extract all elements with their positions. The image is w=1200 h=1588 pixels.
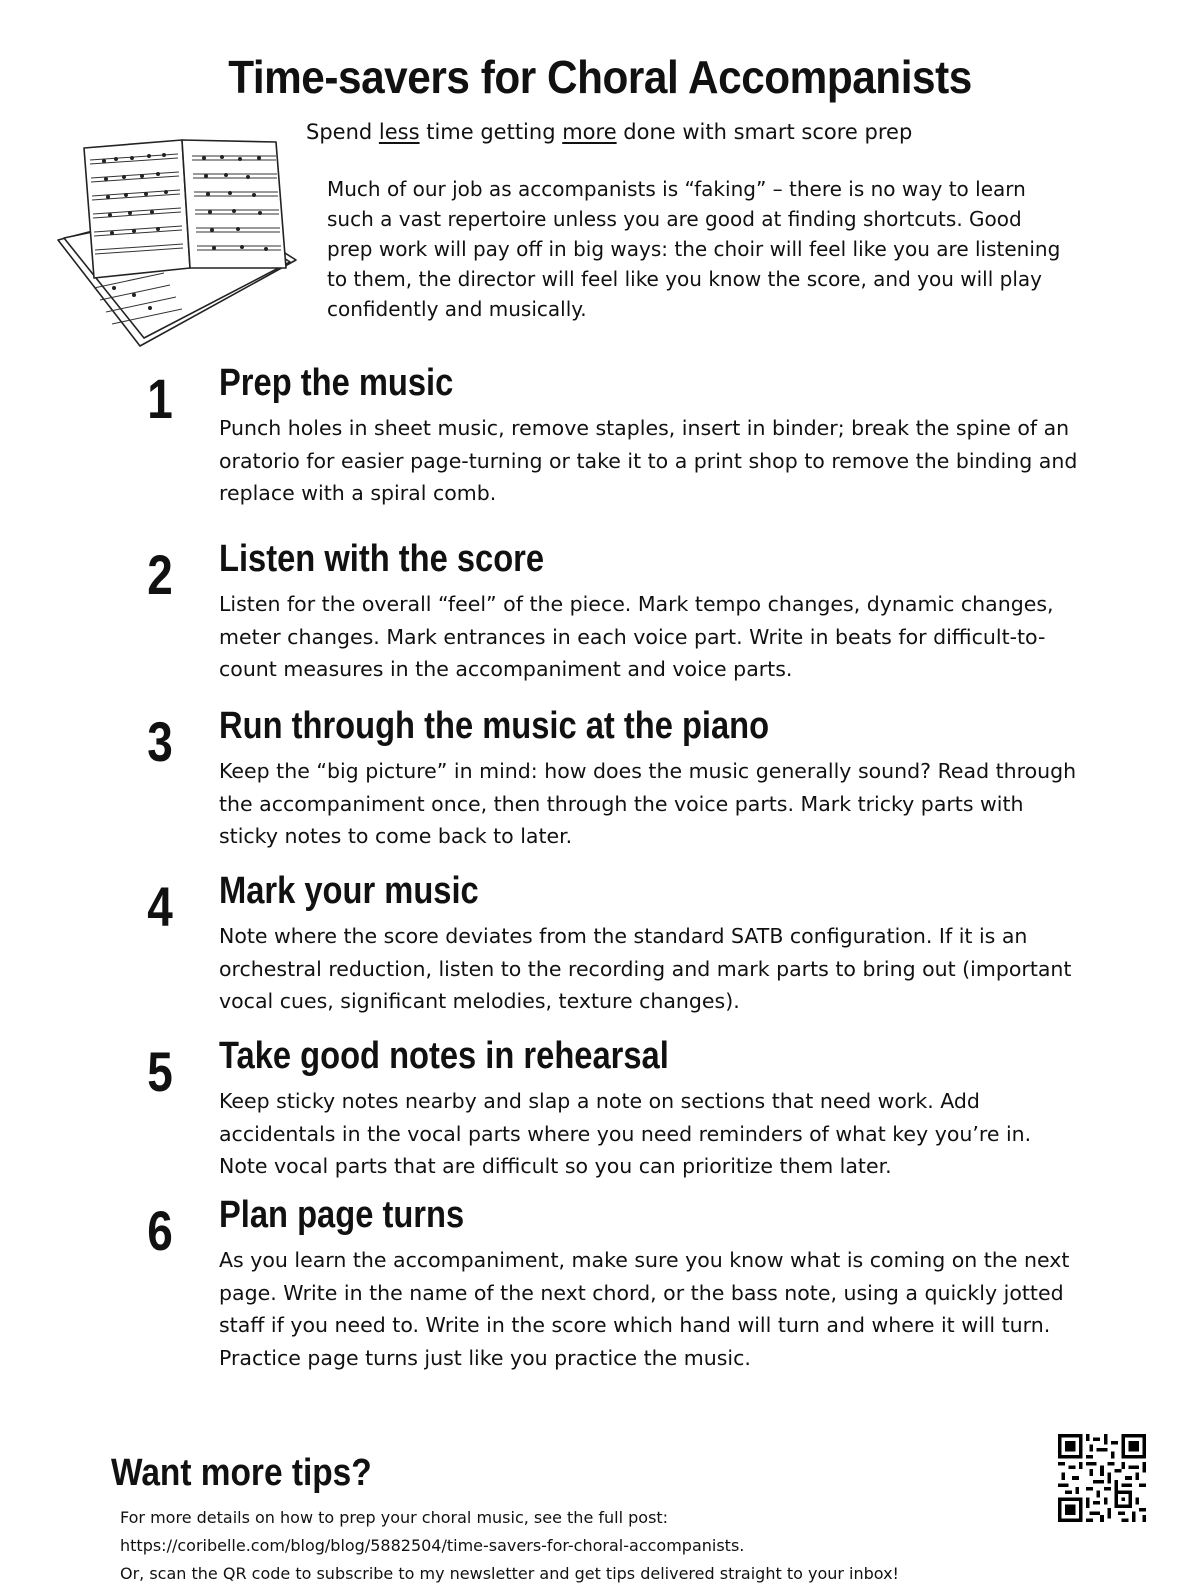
step-body: Note where the score deviates from the standard SATB configuration. If it is an orchestral reduction, listen to the recording and mark parts to bring out (important vocal cues, significant melodies, texture changes).: [219, 924, 1072, 1013]
footer-text: [120, 1504, 1040, 1588]
subtitle-text-end: done with smart score prep: [616, 120, 913, 144]
step-title: Take good notes in rehearsal: [219, 1035, 669, 1077]
subtitle-emphasis-less: less: [378, 120, 420, 144]
step-body: Punch holes in sheet music, remove staples, insert in binder; break the spine of an oratorio for easier page-turning or take it to a print shop to remove the binding and replace with a spiral comb.: [219, 416, 1078, 505]
page-title: Time-savers for Choral Accompanists: [228, 51, 972, 103]
step-title: Listen with the score: [219, 538, 545, 580]
step-number: 2: [147, 543, 173, 606]
step-number: 5: [147, 1040, 173, 1103]
step-body: Keep sticky notes nearby and slap a note on sections that need work. Add accidentals in the vocal parts where you need reminders of what key you’re in. Note vocal parts that are difficult so you can prioritize them later.: [219, 1089, 1032, 1178]
step-number: 6: [147, 1199, 173, 1262]
step-body: As you learn the accompaniment, make sure you know what is coming on the next page. Write in the name of the next chord, or the bass note, using a quickly jotted staff if you need to. Write in the score which hand will turn and where it will turn. Practice page turns just like you practice the music.: [219, 1248, 1070, 1370]
step-number: 4: [147, 875, 173, 938]
step-title: Run through the music at the piano: [219, 705, 770, 747]
step-body: Keep the “big picture” in mind: how does the music generally sound? Read through the accompaniment once, then through the voice parts. Mark tricky parts with sticky notes to come back to later.: [219, 759, 1077, 848]
intro-paragraph: Much of our job as accompanists is “faking” – there is no way to learn such a vast repertoire unless you are good at finding shortcuts. Good prep work will pay off in big ways: the choir will feel like you are listening to them, the director will feel like you know the score, and you will play confidently and musically.: [327, 177, 1061, 321]
step-title: Mark your music: [219, 870, 479, 912]
subtitle: [306, 120, 912, 144]
subtitle-emphasis-more: more: [562, 120, 617, 144]
step-number: 3: [147, 710, 173, 773]
blog-post-link[interactable]: https://coribelle.com/blog/blog/5882504/time-savers-for-choral-accompanists.: [120, 1536, 745, 1555]
footer-line-details: For more details on how to prep your choral music, see the full post:: [120, 1508, 669, 1527]
step-body: Listen for the overall “feel” of the piece. Mark tempo changes, dynamic changes, meter changes. Mark entrances in each voice part. Write in beats for difficult-to-count measures in the accompaniment and voice parts.: [219, 592, 1054, 681]
step-title: Plan page turns: [219, 1194, 465, 1236]
qr-code-icon[interactable]: [1058, 1434, 1146, 1522]
footer-line-subscribe: Or, scan the QR code to subscribe to my newsletter and get tips delivered straight to your inbox!: [120, 1564, 899, 1583]
subtitle-text-start: Spend: [306, 120, 379, 144]
more-tips-heading: Want more tips?: [111, 1452, 372, 1494]
step-number: 1: [147, 367, 173, 430]
sheet-music-icon: [54, 128, 299, 353]
step-title: Prep the music: [219, 362, 454, 404]
subtitle-text-middle: time getting: [419, 120, 563, 144]
